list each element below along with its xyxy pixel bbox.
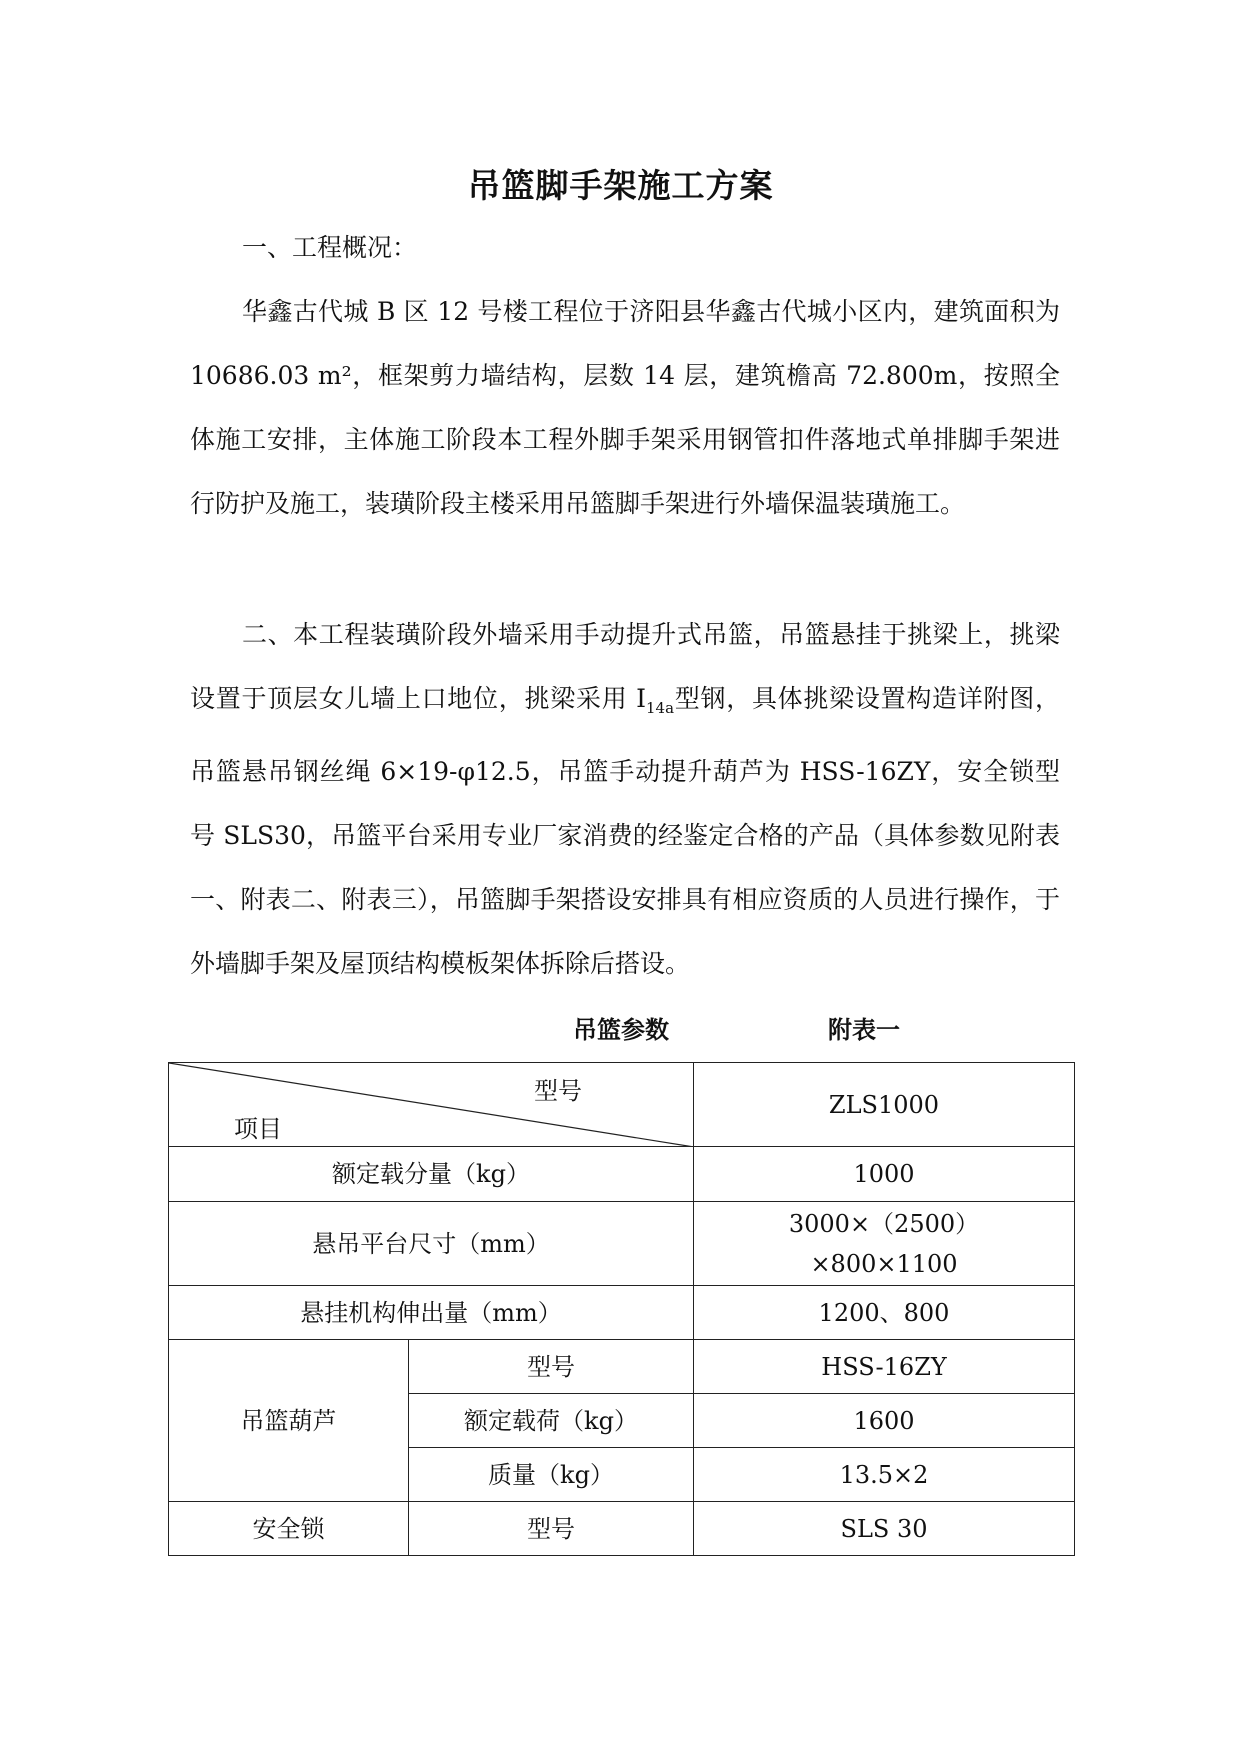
- table-row: [169, 1286, 1075, 1340]
- rated-load-label: 额定载分量（kg）: [169, 1147, 694, 1202]
- overview-paragraph: 华鑫古代城 B 区 12 号楼工程位于济阳县华鑫古代城小区内，建筑面积为 10686.03 m²，框架剪力墙结构，层数 14 层，建筑檐高 72.800m，按照全体施工安排，主体施工阶段本工程外脚手架采用钢管扣件落地式单排脚手架进行防护及施工，装璜阶段主楼采用吊篮脚手架进行外墙保温装璜施工。: [190, 297, 1060, 518]
- scheme-paragraph: [190, 603, 1060, 996]
- lock-model-value: SLS 30: [694, 1502, 1075, 1556]
- scheme-text-part-2: 型钢，具体挑梁设置构造详附图，吊篮悬吊钢丝绳 6×19-φ12.5，吊篮手动提升葫芦为 HSS-16ZY，安全锁型号 SLS30，吊篮平台采用专业厂家消费的经鉴定合格的产品（具体参数见附表一、附表二、附表三），吊篮脚手架搭设安排具有相应资质的人员进行操作，于外墙脚手架及屋顶结构模板架体拆除后搭设。: [190, 684, 1060, 978]
- extension-value: 1200、800: [694, 1286, 1075, 1340]
- table-row: [169, 1340, 1075, 1394]
- platform-size-label: 悬吊平台尺寸（mm）: [169, 1202, 694, 1286]
- table-row: [169, 1063, 1075, 1147]
- section-heading-overview: 一、工程概况：: [242, 233, 418, 262]
- hoist-load-label: 额定载荷（kg）: [409, 1394, 694, 1448]
- hoist-group-label: 吊篮葫芦: [169, 1340, 409, 1502]
- hoist-mass-value: 13.5×2: [694, 1448, 1075, 1502]
- header-item-label: 项目: [234, 1115, 282, 1143]
- page-title: 吊篮脚手架施工方案: [467, 166, 774, 205]
- table-caption-label: 附表一: [828, 1015, 900, 1044]
- hoist-model-value: HSS-16ZY: [694, 1340, 1075, 1394]
- hoist-model-label: 型号: [409, 1340, 694, 1394]
- lock-group-label: 安全锁: [169, 1502, 409, 1556]
- diagonal-header-cell: [169, 1063, 694, 1147]
- lock-model-label: 型号: [409, 1502, 694, 1556]
- scheme-text-part-1: 二、本工程装璜阶段外墙采用手动提升式吊篮，吊篮悬挂于挑梁上，挑梁设置于顶层女儿墙上口地位，挑梁采用 I: [190, 620, 1060, 713]
- table-row: [169, 1502, 1075, 1556]
- header-model-label: 型号: [534, 1077, 582, 1105]
- parameter-table: [168, 1062, 1075, 1556]
- table-row: [169, 1147, 1075, 1202]
- table-caption-title: 吊篮参数: [573, 1015, 669, 1044]
- platform-size-value: 3000×（2500）×800×1100: [694, 1202, 1075, 1286]
- beam-subscript: 14a: [645, 699, 675, 717]
- rated-load-value: 1000: [694, 1147, 1075, 1202]
- table-row: [169, 1202, 1075, 1286]
- extension-label: 悬挂机构伸出量（mm）: [169, 1286, 694, 1340]
- header-model-value: ZLS1000: [694, 1063, 1075, 1147]
- hoist-mass-label: 质量（kg）: [409, 1448, 694, 1502]
- hoist-load-value: 1600: [694, 1394, 1075, 1448]
